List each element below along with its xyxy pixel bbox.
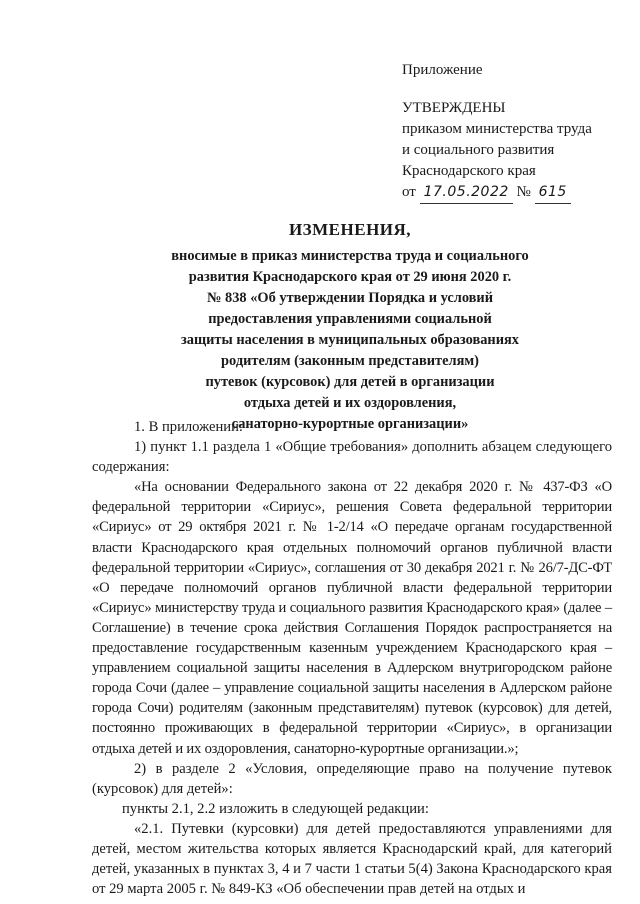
approved-by-line-2: и социального развития bbox=[402, 142, 555, 158]
appendix-label: Приложение bbox=[402, 62, 483, 78]
from-label: от bbox=[402, 184, 416, 200]
document-body bbox=[92, 417, 612, 899]
handwritten-number: 615 bbox=[535, 182, 571, 204]
paragraph-item-2: 2) в разделе 2 «Условия, определяющие право на получение путевок (курсовок) для детей»: bbox=[92, 760, 612, 797]
handwritten-date: 17.05.2022 bbox=[420, 182, 513, 204]
title-line-5: защиты населения в муниципальных образованиях bbox=[181, 332, 519, 348]
title-line-3: № 838 «Об утверждении Порядка и условий bbox=[206, 290, 494, 306]
document-title bbox=[80, 220, 620, 435]
paragraph-item-1: 1) пункт 1.1 раздела 1 «Общие требования» дополнить абзацем следующего содержания: bbox=[92, 439, 612, 476]
paragraph-point-2-1: «2.1. Путевки (курсовки) для детей предоставляются управлениями для детей, местом жительства которых является Краснодарский край, для категорий детей, указанных в пунктах 3, 4 и 7 части 1 статьи 5(4) Закона Краснодарского края от 29 марта 2005 г. № 849-КЗ «Об обеспечении прав детей на отдых и bbox=[92, 820, 612, 898]
title-line-7: путевок (курсовок) для детей в организации bbox=[205, 374, 495, 390]
paragraph-sirius-quote: «На основании Федерального закона от 22 декабря 2020 г. № 437-ФЗ «О федеральной территории «Сириус», решения Совета федеральной территории «Сириус» от 29 октября 2021 г. № 1-2/14 «О передаче органам государственной власти Краснодарского края отдельных полномочий органов публичной власти федеральной территории «Сириус», соглашения от 30 декабря 2021 г. № 26/7-ДС-ФТ «О передаче полномочий органов публичной власти федеральной территории «Сириус» министерству труда и социального развития Краснодарского края» (далее – Соглашение) в течение срока действия Соглашения Порядок распространяется на предоставление государственным казенным учреждением Краснодарского края – управлением социальной защиты населения в Адлерском внутригородском районе города Сочи (далее – управление социальной защиты населения в Адлерском районе города Сочи) родителям (законным представителям) путевок (курсовок) для детей, постоянно проживающих в федеральной территории «Сириус», в организации отдыха детей и их оздоровления, санаторно-курортные организации.»; bbox=[92, 479, 612, 757]
title-line-2: развития Краснодарского края от 29 июня 2020 г. bbox=[188, 269, 512, 285]
title-main: ИЗМЕНЕНИЯ, bbox=[288, 220, 412, 239]
order-date-number-line bbox=[402, 182, 592, 204]
approved-by-line-3: Краснодарского края bbox=[402, 163, 536, 179]
paragraph-points-2-1-2-2: пункты 2.1, 2.2 изложить в следующей редакции: bbox=[122, 800, 429, 817]
approved-heading: УТВЕРЖДЕНЫ bbox=[402, 100, 506, 116]
title-line-4: предоставления управлениями социальной bbox=[208, 311, 492, 327]
number-label: № bbox=[516, 184, 531, 200]
paragraph-in-appendix: 1. В приложении: bbox=[134, 419, 243, 435]
title-line-9: санаторно-курортные организации» bbox=[231, 416, 469, 432]
title-line-1: вносимые в приказ министерства труда и социального bbox=[171, 248, 529, 264]
title-line-6: родителям (законным представителям) bbox=[221, 353, 479, 369]
approved-by-line-1: приказом министерства труда bbox=[402, 121, 592, 137]
approval-block bbox=[402, 98, 592, 204]
title-line-8: отдыха детей и их оздоровления, bbox=[243, 395, 457, 411]
